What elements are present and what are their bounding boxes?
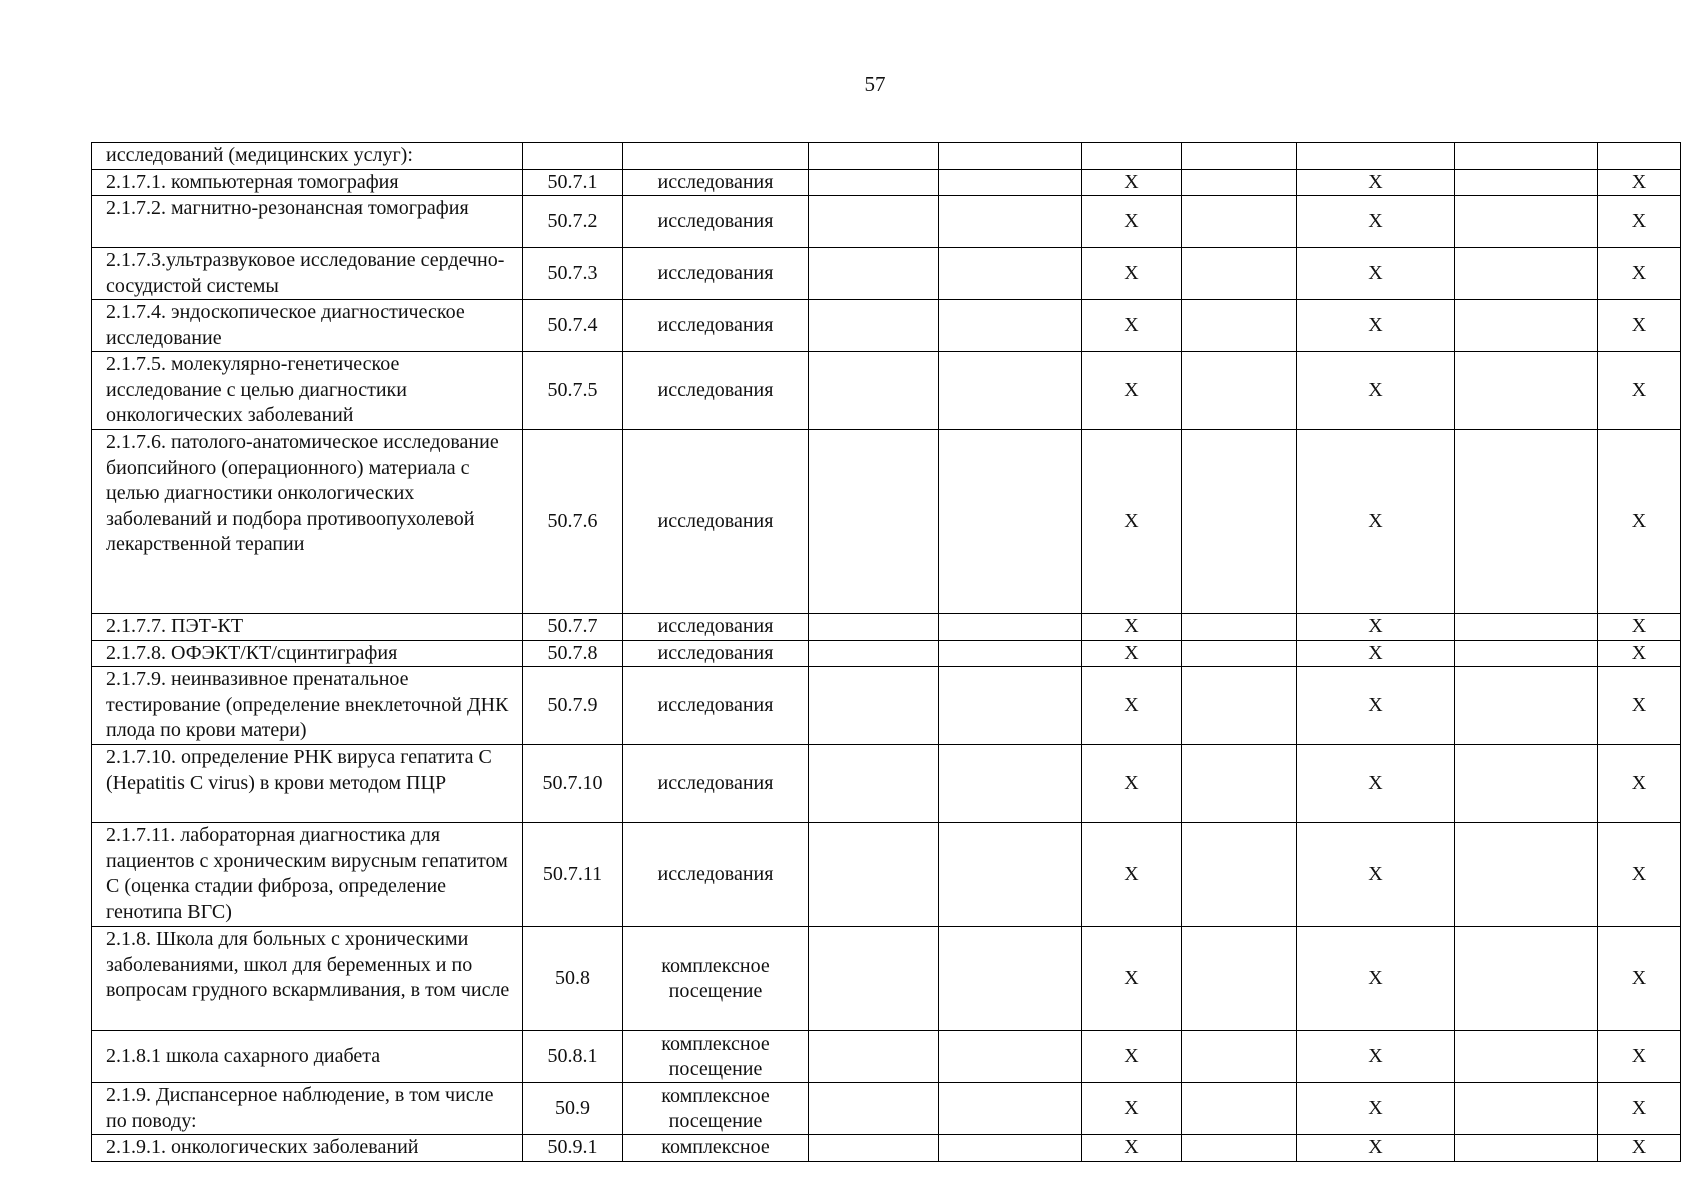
empty-cell (1455, 614, 1598, 641)
empty-cell (1182, 927, 1297, 1031)
empty-cell (1455, 352, 1598, 430)
empty-cell (1182, 169, 1297, 196)
empty-cell (939, 614, 1082, 641)
services-table (91, 142, 1681, 1162)
empty-cell (1455, 196, 1598, 248)
row-code-cell: 50.7.2 (523, 196, 623, 248)
empty-cell (939, 196, 1082, 248)
cross-mark-cell: X (1297, 614, 1455, 641)
empty-cell (1182, 430, 1297, 614)
empty-cell (1455, 667, 1598, 745)
empty-cell (1182, 1031, 1297, 1083)
cross-mark-cell: X (1297, 927, 1455, 1031)
cross-mark-cell: X (1297, 1083, 1455, 1135)
empty-cell (1455, 143, 1598, 170)
empty-cell (809, 1135, 939, 1162)
empty-cell (1182, 745, 1297, 823)
indicator-name-cell: 2.1.7.2. магнитно-резонансная томография (92, 196, 523, 248)
cross-mark-cell: X (1297, 352, 1455, 430)
empty-cell (809, 196, 939, 248)
cross-mark-cell: X (1297, 1031, 1455, 1083)
row-code-cell: 50.7.11 (523, 823, 623, 927)
empty-cell (939, 640, 1082, 667)
empty-cell (1598, 143, 1681, 170)
cross-mark-cell: X (1082, 1083, 1182, 1135)
empty-cell (1182, 667, 1297, 745)
empty-cell (809, 745, 939, 823)
table-row (92, 143, 1681, 170)
empty-cell (809, 300, 939, 352)
unit-cell: исследования (623, 823, 809, 927)
empty-cell (809, 823, 939, 927)
unit-cell: комплексное посещение (623, 1031, 809, 1083)
empty-cell (1455, 300, 1598, 352)
empty-cell (939, 430, 1082, 614)
unit-cell: исследования (623, 745, 809, 823)
unit-cell: исследования (623, 430, 809, 614)
empty-cell (1182, 640, 1297, 667)
empty-cell (809, 430, 939, 614)
cross-mark-cell: X (1598, 1031, 1681, 1083)
row-code-cell: 50.8 (523, 927, 623, 1031)
indicator-name-cell: 2.1.7.4. эндоскопическое диагностическое исследование (92, 300, 523, 352)
table-row (92, 614, 1681, 641)
cross-mark-cell: X (1598, 640, 1681, 667)
empty-cell (1182, 352, 1297, 430)
cross-mark-cell: X (1598, 300, 1681, 352)
empty-cell (1182, 614, 1297, 641)
indicator-name-cell: 2.1.9. Диспансерное наблюдение, в том числе по поводу: (92, 1083, 523, 1135)
cross-mark-cell: X (1297, 1135, 1455, 1162)
table-row (92, 667, 1681, 745)
cross-mark-cell: X (1082, 640, 1182, 667)
cross-mark-cell: X (1598, 196, 1681, 248)
cross-mark-cell: X (1082, 1031, 1182, 1083)
empty-cell (809, 1031, 939, 1083)
indicator-name-cell: 2.1.7.8. ОФЭКТ/КТ/сцинтиграфия (92, 640, 523, 667)
cross-mark-cell: X (1082, 1135, 1182, 1162)
indicator-name-cell: 2.1.7.5. молекулярно-генетическое исследование с целью диагностики онкологических заболеваний (92, 352, 523, 430)
empty-cell (809, 614, 939, 641)
cross-mark-cell: X (1598, 927, 1681, 1031)
unit-cell: комплексное посещение (623, 1083, 809, 1135)
indicator-name-cell: 2.1.8.1 школа сахарного диабета (92, 1031, 523, 1083)
cross-mark-cell: X (1598, 1083, 1681, 1135)
cross-mark-cell: X (1297, 248, 1455, 300)
empty-cell (1455, 1031, 1598, 1083)
cross-mark-cell: X (1082, 248, 1182, 300)
cross-mark-cell: X (1598, 823, 1681, 927)
empty-cell (809, 927, 939, 1031)
empty-cell (939, 1083, 1082, 1135)
empty-cell (809, 143, 939, 170)
cross-mark-cell: X (1082, 667, 1182, 745)
empty-cell (809, 169, 939, 196)
row-code-cell: 50.9.1 (523, 1135, 623, 1162)
cross-mark-cell: X (1082, 300, 1182, 352)
row-code-cell: 50.7.7 (523, 614, 623, 641)
cross-mark-cell: X (1598, 430, 1681, 614)
empty-cell (809, 352, 939, 430)
empty-cell (1455, 430, 1598, 614)
unit-cell: исследования (623, 300, 809, 352)
empty-cell (939, 667, 1082, 745)
table-row (92, 430, 1681, 614)
empty-cell (939, 1135, 1082, 1162)
table-row (92, 196, 1681, 248)
cross-mark-cell: X (1598, 1135, 1681, 1162)
table-row (92, 352, 1681, 430)
table-row (92, 1083, 1681, 1135)
empty-cell (939, 352, 1082, 430)
cross-mark-cell: X (1297, 300, 1455, 352)
empty-cell (939, 745, 1082, 823)
table-row (92, 1135, 1681, 1162)
empty-cell (809, 1083, 939, 1135)
page-number: 57 (864, 72, 886, 96)
table-body (92, 143, 1681, 1162)
indicator-name-cell: 2.1.9.1. онкологических заболеваний (92, 1135, 523, 1162)
cross-mark-cell: X (1297, 745, 1455, 823)
cross-mark-cell: X (1082, 430, 1182, 614)
unit-cell: исследования (623, 169, 809, 196)
table-row (92, 248, 1681, 300)
unit-cell: исследования (623, 196, 809, 248)
empty-cell (939, 823, 1082, 927)
empty-cell (1455, 1083, 1598, 1135)
row-code-cell: 50.7.4 (523, 300, 623, 352)
cross-mark-cell: X (1598, 745, 1681, 823)
row-code-cell: 50.7.3 (523, 248, 623, 300)
table-row (92, 640, 1681, 667)
cross-mark-cell: X (1598, 169, 1681, 196)
empty-cell (809, 640, 939, 667)
cross-mark-cell: X (1082, 196, 1182, 248)
empty-cell (939, 248, 1082, 300)
indicator-name-cell: 2.1.7.7. ПЭТ-КТ (92, 614, 523, 641)
cross-mark-cell: X (1297, 823, 1455, 927)
unit-cell: исследования (623, 667, 809, 745)
indicator-name-cell: 2.1.7.10. определение РНК вируса гепатита С (Hepatitis C virus) в крови методом ПЦР (92, 745, 523, 823)
empty-cell (1182, 248, 1297, 300)
cross-mark-cell: X (1297, 430, 1455, 614)
empty-cell (939, 1031, 1082, 1083)
indicator-name-cell: 2.1.7.9. неинвазивное пренатальное тестирование (определение внеклеточной ДНК плода по крови матери) (92, 667, 523, 745)
empty-cell (1082, 143, 1182, 170)
empty-cell (1455, 745, 1598, 823)
empty-cell (939, 143, 1082, 170)
table-row (92, 1031, 1681, 1083)
empty-cell (1182, 143, 1297, 170)
empty-cell (1182, 300, 1297, 352)
cross-mark-cell: X (1082, 927, 1182, 1031)
table-row (92, 300, 1681, 352)
unit-cell: исследования (623, 640, 809, 667)
unit-cell: исследования (623, 248, 809, 300)
empty-cell (1455, 640, 1598, 667)
empty-cell (1455, 823, 1598, 927)
table-row (92, 745, 1681, 823)
empty-cell (1182, 1083, 1297, 1135)
row-code-cell: 50.7.10 (523, 745, 623, 823)
unit-cell: комплексное посещение (623, 927, 809, 1031)
empty-cell (1455, 248, 1598, 300)
row-code-cell: 50.9 (523, 1083, 623, 1135)
row-code-cell (523, 143, 623, 170)
cross-mark-cell: X (1297, 196, 1455, 248)
empty-cell (1182, 196, 1297, 248)
empty-cell (1455, 1135, 1598, 1162)
table-row (92, 927, 1681, 1031)
cross-mark-cell: X (1297, 667, 1455, 745)
table-row (92, 823, 1681, 927)
indicator-name-cell: 2.1.7.3.ультразвуковое исследование сердечно-сосудистой системы (92, 248, 523, 300)
cross-mark-cell: X (1082, 614, 1182, 641)
empty-cell (809, 667, 939, 745)
cross-mark-cell: X (1082, 745, 1182, 823)
indicator-name-cell: 2.1.7.1. компьютерная томография (92, 169, 523, 196)
empty-cell (1455, 927, 1598, 1031)
row-code-cell: 50.7.8 (523, 640, 623, 667)
indicator-name-cell: 2.1.7.11. лабораторная диагностика для пациентов с хроническим вирусным гепатитом С (оценка стадии фиброза, определение генотипа ВГС) (92, 823, 523, 927)
cross-mark-cell: X (1598, 352, 1681, 430)
table-row (92, 169, 1681, 196)
empty-cell (939, 300, 1082, 352)
empty-cell (939, 169, 1082, 196)
cross-mark-cell: X (1598, 614, 1681, 641)
cross-mark-cell: X (1297, 169, 1455, 196)
cross-mark-cell: X (1082, 823, 1182, 927)
row-code-cell: 50.8.1 (523, 1031, 623, 1083)
row-code-cell: 50.7.1 (523, 169, 623, 196)
empty-cell (1297, 143, 1455, 170)
indicator-name-cell: 2.1.7.6. патолого-анатомическое исследование биопсийного (операционного) материала с целью диагностики онкологических заболеваний и подбора противоопухолевой лекарственной терапии (92, 430, 523, 614)
cross-mark-cell: X (1598, 667, 1681, 745)
empty-cell (1455, 169, 1598, 196)
cross-mark-cell: X (1598, 248, 1681, 300)
row-code-cell: 50.7.5 (523, 352, 623, 430)
indicator-name-cell: исследований (медицинских услуг): (92, 143, 523, 170)
unit-cell: исследования (623, 352, 809, 430)
empty-cell (1182, 823, 1297, 927)
unit-cell (623, 143, 809, 170)
unit-cell: исследования (623, 614, 809, 641)
empty-cell (939, 927, 1082, 1031)
cross-mark-cell: X (1297, 640, 1455, 667)
unit-cell: комплексное (623, 1135, 809, 1162)
row-code-cell: 50.7.9 (523, 667, 623, 745)
empty-cell (809, 248, 939, 300)
cross-mark-cell: X (1082, 169, 1182, 196)
indicator-name-cell: 2.1.8. Школа для больных с хроническими заболеваниями, школ для беременных и по вопросам грудного вскармливания, в том числе (92, 927, 523, 1031)
row-code-cell: 50.7.6 (523, 430, 623, 614)
empty-cell (1182, 1135, 1297, 1162)
cross-mark-cell: X (1082, 352, 1182, 430)
